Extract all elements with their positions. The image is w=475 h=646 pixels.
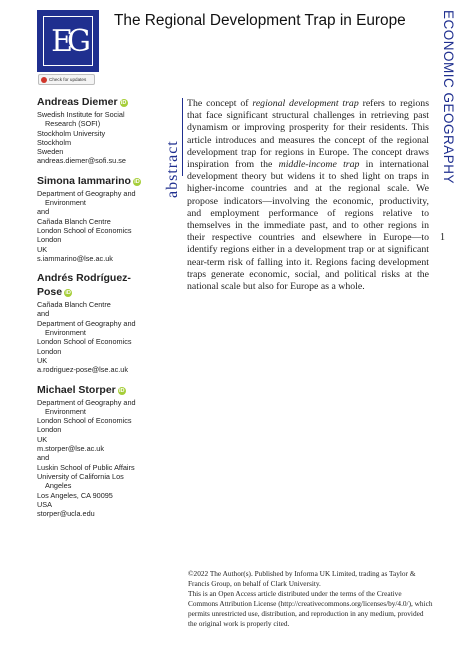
page-number: 1 — [440, 232, 445, 243]
affiliation-line: London School of Economics — [37, 337, 132, 347]
affiliation-line: Department of Geography and — [37, 188, 136, 198]
affiliation-line: Angeles — [45, 481, 72, 491]
author-block — [37, 272, 169, 374]
author-name: Pose — [37, 286, 63, 299]
journal-name: ECONOMIC GEOGRAPHY — [441, 10, 456, 185]
author-name: Andreas Diemer — [37, 96, 118, 108]
abstract-label: abstract — [164, 140, 181, 198]
author-block — [37, 384, 169, 519]
check-for-updates-label: Check for updates — [49, 77, 87, 82]
affiliation-line: Sweden — [37, 147, 64, 157]
abstract-segment: The concept of — [187, 98, 253, 109]
abstract-text — [187, 98, 429, 293]
abstract-divider — [182, 98, 183, 176]
journal-logo — [37, 10, 99, 72]
affiliation-line: Environment — [45, 406, 86, 416]
author-block — [37, 175, 169, 263]
article-title: The Regional Development Trap in Europe — [114, 12, 406, 29]
orcid-icon[interactable]: iD — [119, 387, 125, 394]
affiliation-line: London School of Economics — [37, 225, 132, 235]
affiliation-line: Los Angeles, CA 90095 — [37, 490, 113, 500]
check-for-updates-button[interactable] — [38, 74, 95, 85]
affiliation-line: London — [37, 346, 62, 356]
affiliation-line: London School of Economics — [37, 416, 132, 426]
affiliation-line: UK — [37, 434, 48, 444]
affiliation-line: Stockholm — [37, 137, 72, 147]
orcid-icon[interactable]: iD — [120, 100, 127, 106]
affiliation-line: and — [37, 309, 50, 319]
affiliation-line: Luskin School of Public Affairs — [37, 462, 135, 472]
affiliation-line: London — [37, 235, 62, 245]
logo-text: EG — [43, 16, 93, 66]
author-list — [37, 96, 169, 527]
abstract-term: regional development trap — [252, 98, 359, 109]
affiliation-line: Stockholm University — [37, 128, 106, 138]
copyright-notice — [188, 569, 433, 629]
affiliation-line: and — [37, 453, 50, 463]
affiliation-line: UK — [37, 355, 48, 365]
affiliation-line: Swedish Institute for Social — [37, 110, 125, 119]
copyright-line: ©2022 The Author(s). Published by Informa UK Limited, trading as Taylor & Francis Group, on behalf of Clark University. — [188, 569, 416, 588]
affiliation-line: Research (SOFI) — [45, 119, 101, 129]
affiliation-line: London — [37, 425, 62, 435]
affiliation-line: and — [37, 207, 50, 217]
affiliation-line: Cañada Blanch Centre — [37, 300, 111, 310]
author-name: Simona Iammarino — [37, 174, 131, 187]
affiliation-line: UK — [37, 244, 48, 254]
author-email[interactable]: m.storper@lse.ac.uk — [37, 444, 105, 454]
affiliation-line: Department of Geography and — [37, 397, 136, 407]
author-email[interactable]: a.rodriguez-pose@lse.ac.uk — [37, 365, 128, 375]
affiliation-line: Environment — [45, 198, 86, 208]
abstract-segment: in international development theory but widens it to shed light on traps in higher-income countries and at the regional scale. We propose indicators—involving the economic, productivity, and employment performance of regions relative to themselves in the immediate past, and to other regions in their respective countries and elsewhere in Europe—to identify regions either in a development trap or at significant near-term risk of falling into it. Regions facing development traps generate economic, social, and political risks at the national scale but also for Europe as a whole. — [187, 159, 430, 293]
affiliation-line: Environment — [45, 328, 86, 338]
author-email[interactable]: s.iammarino@lse.ac.uk — [37, 253, 113, 263]
author-name: Andrés Rodríguez- — [37, 272, 131, 285]
affiliation-line: University of California Los — [37, 471, 124, 481]
abstract-segment: refers to regions that face significant structural challenges in retrieving past dynamism or improving prosperity for their residents. This article introduces and measures the concept of the regional development trap for regions in Europe. The concept draws inspiration from the — [187, 98, 430, 171]
license-text: This is an Open Access article distributed under the terms of the Creative Commons Attribution License (http://creativecommons.org/licenses/by/4.0/), which permits unrestricted use, distribution, and reproduction in any medium, provided the original work is properly cited. — [188, 589, 433, 628]
abstract-term: middle-income trap — [278, 159, 360, 171]
affiliation-line: Cañada Blanch Centre — [37, 216, 111, 226]
affiliation-line: USA — [37, 499, 53, 509]
update-icon — [41, 77, 47, 83]
author-email[interactable]: storper@ucla.edu — [37, 509, 95, 519]
orcid-icon[interactable]: iD — [65, 290, 71, 297]
author-block — [37, 96, 169, 166]
affiliation-line: Department of Geography and — [37, 318, 136, 328]
author-name: Michael Storper — [37, 383, 116, 396]
author-email[interactable]: andreas.diemer@sofi.su.se — [37, 156, 126, 166]
orcid-icon[interactable]: iD — [134, 178, 140, 185]
